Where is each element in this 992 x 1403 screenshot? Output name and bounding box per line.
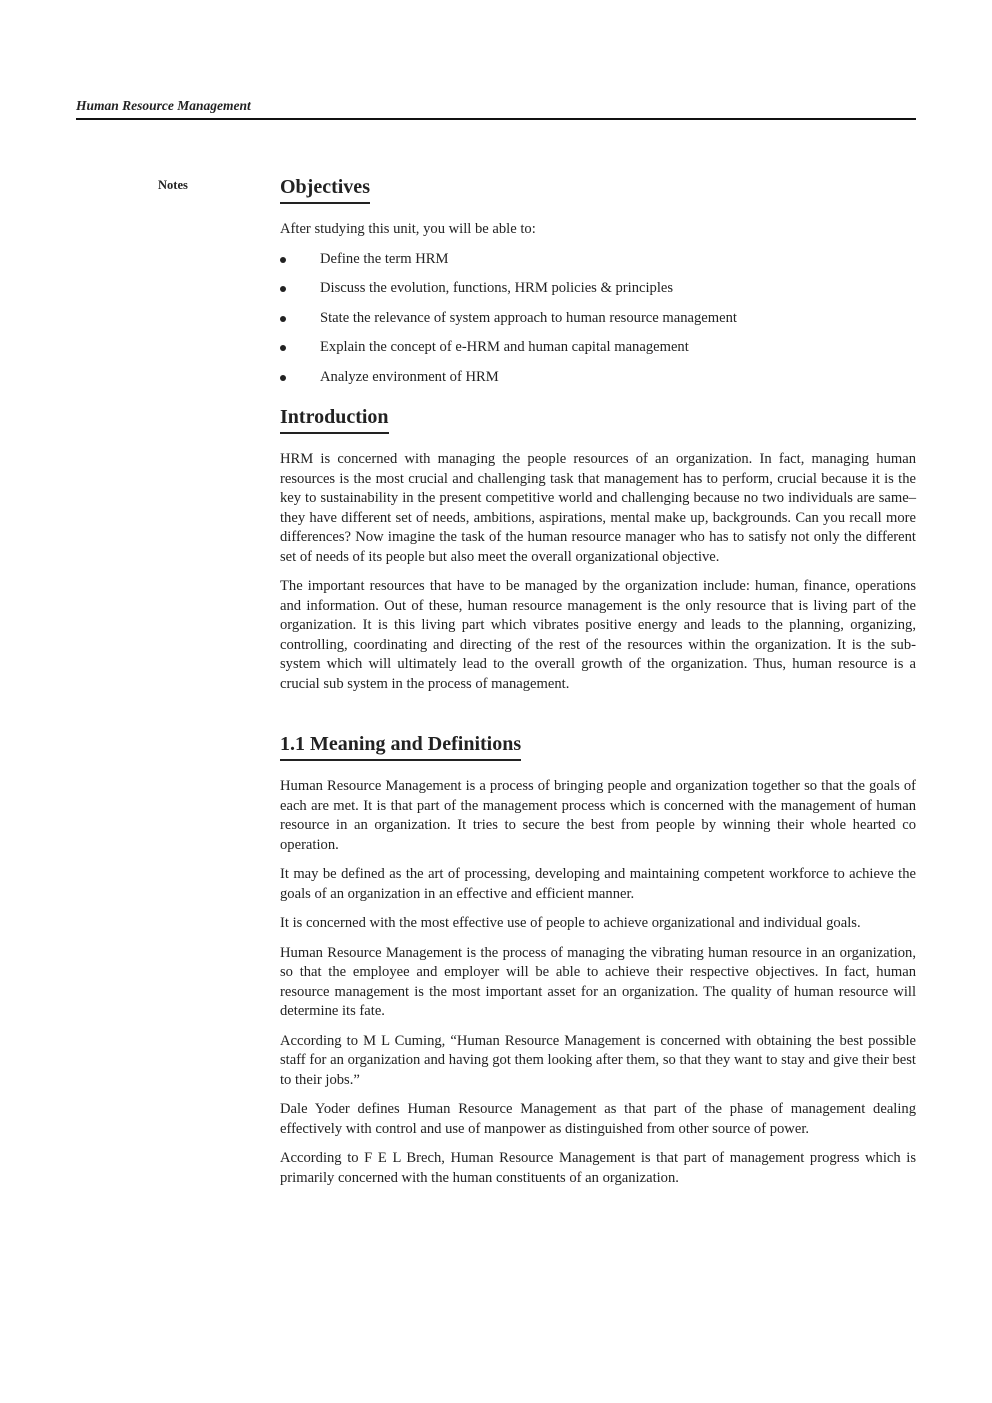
list-item-text: Analyze environment of HRM xyxy=(320,368,499,385)
objectives-heading: Objectives xyxy=(280,175,370,204)
list-item xyxy=(280,279,916,309)
bullet-icon xyxy=(280,345,286,351)
margin-notes-label: Notes xyxy=(158,178,188,192)
paragraph: Human Resource Management is a process of bringing people and organization together so that the goals of each are met. It is that part of the management process which is concerned with the management of human resource in an organization. It tries to secure the best from people by winning their whole hearted co operation. xyxy=(280,778,916,853)
meaning-section xyxy=(280,732,916,1198)
list-item xyxy=(280,309,916,339)
bullet-icon xyxy=(280,286,286,292)
header-rule xyxy=(76,118,916,120)
list-item xyxy=(280,338,916,368)
list-item-text: Define the term HRM xyxy=(320,250,449,267)
objectives-intro: After studying this unit, you will be able to: xyxy=(280,221,536,237)
paragraph: HRM is concerned with managing the people resources of an organization. In fact, managing human resources is the most crucial and challenging task that management has to perform, crucial because it is the key to sustainability in the present competitive world and challenging because no two individuals are same–they have different set of needs, ambitions, aspirations, mental make up, backgrounds. Can you recall more differences? Now imagine the task of the human resource manager who has to satisfy not only the different set of needs of its people but also meet the overall organizational objective. xyxy=(280,451,916,565)
bullet-icon xyxy=(280,257,286,263)
paragraph: According to F E L Brech, Human Resource Management is that part of management progress which is primarily concerned with the human constituents of an organization. xyxy=(280,1150,916,1186)
list-item-text: Explain the concept of e-HRM and human capital management xyxy=(320,339,689,356)
meaning-heading: 1.1 Meaning and Definitions xyxy=(280,732,521,761)
paragraph: Dale Yoder defines Human Resource Management as that part of the phase of management dealing effectively with control and use of manpower as distinguished from other source of power. xyxy=(280,1101,916,1137)
paragraph: The important resources that have to be managed by the organization include: human, finance, operations and information. Out of these, human resource management is the only resource that is living part of the organization. It is this living part which vibrates positive energy and leads to the planning, organizing, controlling, coordinating and directing of the rest of the resources within the organization. It is the sub-system which will ultimately lead to the overall growth of the organization. Thus, human resource is a crucial sub system in the process of management. xyxy=(280,578,916,692)
objectives-section xyxy=(280,175,916,397)
list-item-text: Discuss the evolution, functions, HRM policies & principles xyxy=(320,280,674,297)
paragraph: It is concerned with the most effective use of people to achieve organizational and individual goals. xyxy=(280,915,861,931)
bullet-icon xyxy=(280,316,286,322)
introduction-heading: Introduction xyxy=(280,405,389,434)
running-header: Human Resource Management xyxy=(76,98,251,113)
paragraph: Human Resource Management is the process of managing the vibrating human resource in an organization, so that the employee and employer will be able to achieve their respective objectives. In fact, human resource management is the most important asset for an organization. The quality of human resource will determine its fate. xyxy=(280,944,916,1019)
list-item-text: State the relevance of system approach to human resource management xyxy=(320,309,737,326)
list-item xyxy=(280,250,916,280)
list-item xyxy=(280,368,916,398)
objectives-list xyxy=(280,250,916,398)
introduction-section xyxy=(280,405,916,704)
bullet-icon xyxy=(280,375,286,381)
paragraph: It may be defined as the art of processing, developing and maintaining competent workforce to achieve the goals of an organization in an effective and efficient manner. xyxy=(280,866,916,902)
paragraph: According to M L Cuming, “Human Resource Management is concerned with obtaining the best possible staff for an organization and having got them looking after them, so that they want to stay and give their best to their jobs.” xyxy=(280,1032,916,1088)
